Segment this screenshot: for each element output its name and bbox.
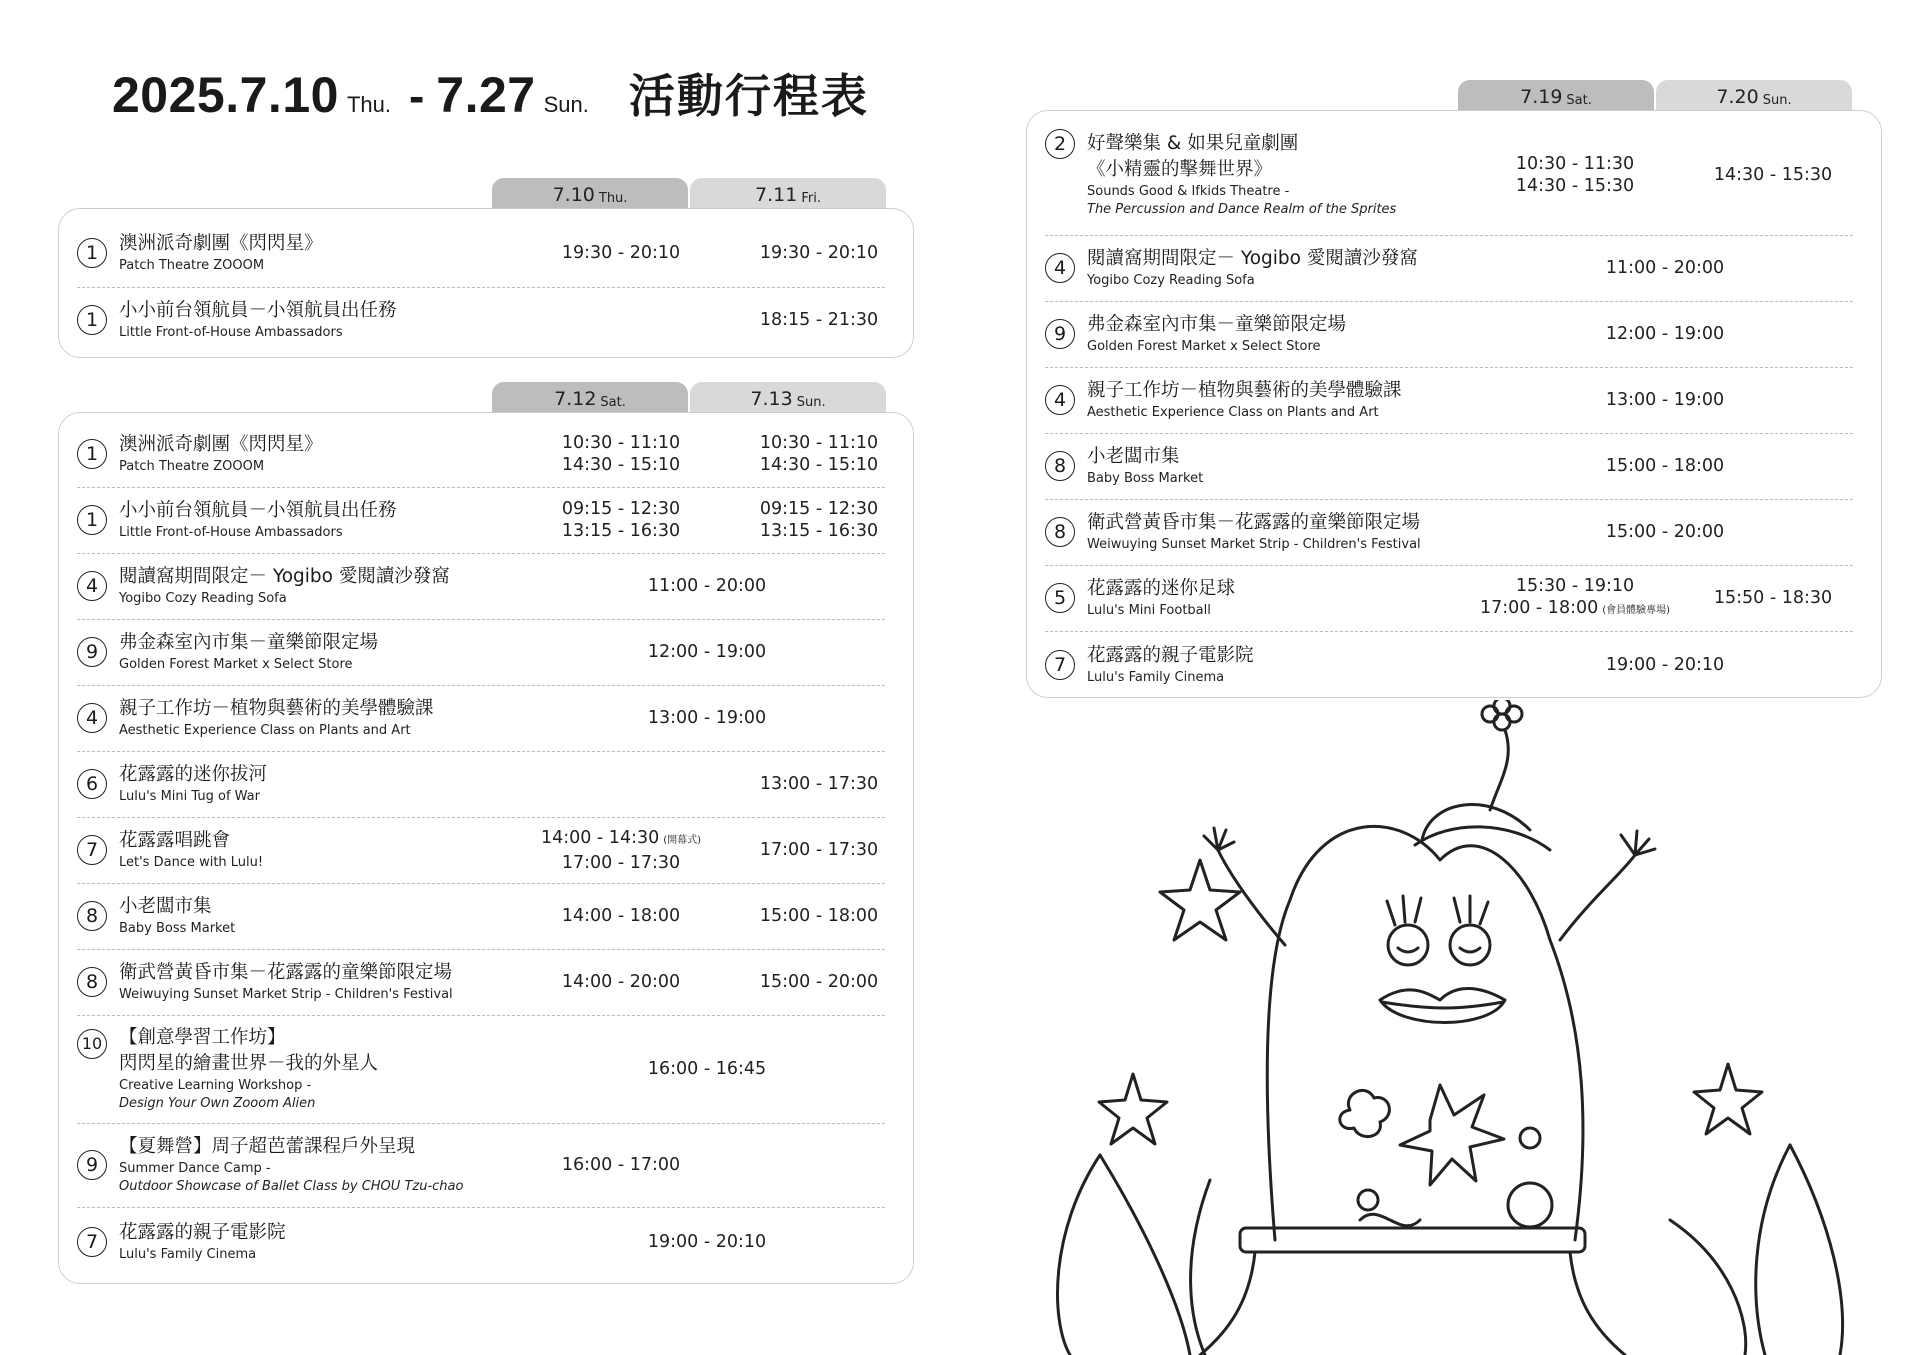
day-tab: 7.13 Sun.	[690, 382, 886, 412]
time-text: 16:00 - 17:00	[561, 1155, 681, 1175]
schedule-row	[1045, 631, 1853, 699]
title-date-start: 2025.7.10	[112, 67, 339, 123]
time-line	[648, 641, 766, 663]
time-line	[1606, 654, 1724, 676]
schedule-row	[1045, 565, 1853, 632]
time-text: 17:00 - 18:00	[1479, 597, 1599, 618]
time-text: 18:15 - 21:30	[759, 310, 879, 330]
event-name-en: Yogibo Cozy Reading Sofa	[1087, 273, 1255, 288]
time-cell	[699, 817, 939, 883]
event-number-badge: 8	[77, 967, 107, 997]
event-name-en: Baby Boss Market	[119, 921, 236, 936]
time-text: 09:15 - 12:30	[759, 499, 879, 519]
time-text: 12:00 - 19:00	[647, 642, 767, 662]
time-line	[562, 432, 680, 454]
time-cell	[699, 883, 939, 949]
time-line	[562, 971, 680, 993]
schedule-row	[77, 219, 885, 288]
day-tab: 7.10 Thu.	[492, 178, 688, 208]
time-text: 12:00 - 19:00	[1605, 324, 1725, 344]
event-name-en: Aesthetic Experience Class on Plants and Art	[1087, 405, 1379, 420]
time-line	[1714, 164, 1832, 186]
time-text: 15:30 - 19:10	[1515, 575, 1635, 596]
event-names	[119, 817, 263, 883]
event-name-en: Summer Dance Camp -	[119, 1161, 271, 1176]
time-line	[541, 827, 701, 852]
time-cell	[501, 1123, 741, 1207]
event-number-badge: 7	[77, 835, 107, 865]
event-name-en-line2: The Percussion and Dance Realm of the Sprites	[1087, 202, 1397, 217]
event-name-zh: 小老闆市集	[1087, 446, 1180, 467]
event-name-zh: 小老闆市集	[119, 896, 212, 917]
event-name-zh-line2: 閃閃星的繪畫世界－我的外星人	[119, 1053, 379, 1074]
schedule-panel-0712	[58, 412, 914, 1284]
event-name-en: Weiwuying Sunset Market Strip - Children's Festival	[1087, 537, 1421, 552]
time-text: 15:00 - 20:00	[1605, 522, 1725, 542]
time-text: 13:15 - 16:30	[561, 521, 681, 541]
time-text: 13:00 - 19:00	[647, 708, 767, 728]
event-number-badge: 4	[1045, 253, 1075, 283]
time-line	[760, 432, 878, 454]
time-line	[1606, 323, 1724, 345]
event-names	[119, 553, 450, 619]
time-line	[648, 1058, 766, 1080]
time-line	[760, 839, 878, 861]
event-name-en-line2: Outdoor Showcase of Ballet Class by CHOU Tzu-chao	[119, 1179, 464, 1194]
time-text: 15:00 - 20:00	[759, 972, 879, 992]
time-text: 14:30 - 15:30	[1713, 165, 1833, 185]
schedule-row	[1045, 301, 1853, 368]
time-line	[1606, 257, 1724, 279]
title-date-end: 7.27	[436, 67, 536, 123]
event-names	[1087, 367, 1402, 433]
event-names	[1087, 235, 1418, 301]
event-names	[1087, 115, 1396, 235]
schedule-row	[77, 817, 885, 884]
time-line	[760, 498, 878, 520]
event-name-zh: 閱讀窩期間限定－ Yogibo 愛閱讀沙發窩	[119, 566, 450, 587]
event-name-en: Lulu's Mini Tug of War	[119, 789, 260, 804]
event-name-en: Aesthetic Experience Class on Plants and Art	[119, 723, 411, 738]
event-name-zh: 弗金森室內市集－童樂節限定場	[119, 632, 379, 653]
event-names	[119, 1123, 463, 1207]
time-cell	[587, 619, 827, 685]
event-names	[1087, 433, 1203, 499]
event-name-en: Little Front-of-House Ambassadors	[119, 525, 343, 540]
event-name-en: Lulu's Family Cinema	[119, 1247, 257, 1262]
time-cell	[587, 1207, 827, 1277]
day-tabs	[492, 382, 886, 412]
schedule-panel-0719	[1026, 110, 1882, 698]
time-cell	[587, 1015, 827, 1123]
schedule-row	[1045, 115, 1853, 236]
event-names	[119, 1207, 286, 1277]
event-names	[119, 949, 453, 1015]
event-name-en: Patch Theatre ZOOOM	[119, 459, 265, 474]
event-names	[119, 685, 434, 751]
schedule-row	[77, 949, 885, 1016]
time-cell	[1545, 301, 1785, 367]
schedule-row	[1045, 499, 1853, 566]
time-line	[562, 454, 680, 476]
time-line	[562, 520, 680, 542]
time-text: 14:00 - 18:00	[561, 906, 681, 926]
time-cell	[1545, 433, 1785, 499]
time-cell	[699, 751, 939, 817]
title-dash: -	[408, 70, 425, 122]
event-name-en: Let's Dance with Lulu!	[119, 855, 264, 870]
event-names	[119, 287, 397, 353]
event-name-en: Patch Theatre ZOOOM	[119, 258, 265, 273]
time-line	[648, 575, 766, 597]
time-line	[760, 971, 878, 993]
event-number-badge: 10	[77, 1029, 107, 1059]
day-tab: 7.20 Sun.	[1656, 80, 1852, 110]
time-text: 10:30 - 11:10	[759, 433, 879, 453]
event-name-en: Baby Boss Market	[1087, 471, 1204, 486]
event-name-zh: 【創意學習工作坊】	[119, 1027, 286, 1048]
schedule-panel-0710	[58, 208, 914, 358]
time-line	[760, 309, 878, 331]
time-cell	[699, 487, 939, 553]
event-names	[1087, 301, 1346, 367]
schedule-row	[77, 1015, 885, 1124]
event-name-zh: 花露露的迷你足球	[1087, 578, 1236, 599]
event-number-badge: 4	[1045, 385, 1075, 415]
event-number-badge: 7	[1045, 650, 1075, 680]
schedule-row	[77, 883, 885, 950]
event-name-en-line2: Design Your Own Zooom Alien	[119, 1096, 316, 1111]
event-name-zh: 小小前台領航員－小領航員出任務	[119, 300, 397, 321]
time-text: 19:30 - 20:10	[561, 243, 681, 263]
time-text: 14:30 - 15:10	[759, 455, 879, 475]
time-text: 13:00 - 17:30	[759, 774, 879, 794]
event-names	[119, 421, 323, 487]
event-name-zh: 花露露唱跳會	[119, 830, 231, 851]
time-cell	[1545, 499, 1785, 565]
event-number-badge: 5	[1045, 583, 1075, 613]
time-cell	[1545, 235, 1785, 301]
time-cell	[1653, 115, 1893, 235]
event-number-badge: 4	[77, 703, 107, 733]
time-line	[562, 905, 680, 927]
event-name-zh: 花露露的親子電影院	[119, 1222, 286, 1243]
time-note: (會員體驗專場)	[1602, 604, 1671, 616]
schedule-row	[77, 421, 885, 488]
time-text: 11:00 - 20:00	[647, 576, 767, 596]
day-tab: 7.11 Fri.	[690, 178, 886, 208]
event-name-en: Golden Forest Market x Select Store	[1087, 339, 1321, 354]
time-cell	[1545, 367, 1785, 433]
event-names	[119, 219, 323, 287]
time-cell	[587, 685, 827, 751]
time-line	[1516, 153, 1634, 175]
event-name-zh: 弗金森室內市集－童樂節限定場	[1087, 314, 1347, 335]
time-text: 13:15 - 16:30	[759, 521, 879, 541]
schedule-row	[77, 1207, 885, 1277]
event-names	[119, 883, 235, 949]
event-names	[119, 619, 378, 685]
event-names	[119, 487, 397, 553]
time-line	[1516, 575, 1634, 597]
time-text: 14:30 - 15:10	[561, 455, 681, 475]
event-name-en: Creative Learning Workshop -	[119, 1078, 312, 1093]
event-name-zh: 親子工作坊－植物與藝術的美學體驗課	[1087, 380, 1402, 401]
event-number-badge: 1	[77, 505, 107, 535]
event-names	[1087, 499, 1421, 565]
time-text: 09:15 - 12:30	[561, 499, 681, 519]
time-line	[760, 773, 878, 795]
time-text: 13:00 - 19:00	[1605, 390, 1725, 410]
page-title	[112, 66, 869, 124]
time-line	[562, 1154, 680, 1176]
time-text: 11:00 - 20:00	[1605, 258, 1725, 278]
event-number-badge: 6	[77, 769, 107, 799]
day-tabs	[1458, 80, 1852, 110]
day-tabs	[492, 178, 886, 208]
time-line	[760, 520, 878, 542]
time-text: 17:00 - 17:30	[759, 840, 879, 860]
event-name-zh: 花露露的親子電影院	[1087, 645, 1254, 666]
schedule-row	[77, 487, 885, 554]
time-cell	[699, 949, 939, 1015]
event-name-zh: 衛武營黃昏市集－花露露的童樂節限定場	[1087, 512, 1421, 533]
event-number-badge: 4	[77, 571, 107, 601]
event-name-zh: 親子工作坊－植物與藝術的美學體驗課	[119, 698, 434, 719]
event-number-badge: 1	[77, 238, 107, 268]
event-number-badge: 8	[1045, 451, 1075, 481]
schedule-row	[77, 619, 885, 686]
time-line	[760, 905, 878, 927]
schedule-row	[77, 553, 885, 620]
schedule-row	[77, 685, 885, 752]
event-name-zh: 澳洲派奇劇團《閃閃星》	[119, 233, 323, 254]
event-names	[119, 1015, 378, 1123]
event-name-en: Little Front-of-House Ambassadors	[119, 325, 343, 340]
time-line	[562, 242, 680, 264]
schedule-row	[1045, 235, 1853, 302]
event-name-en: Weiwuying Sunset Market Strip - Children's Festival	[119, 987, 453, 1002]
event-name-en: Lulu's Family Cinema	[1087, 670, 1225, 685]
event-number-badge: 9	[77, 1150, 107, 1180]
time-line	[760, 454, 878, 476]
event-name-zh: 【夏舞營】周子超芭蕾課程戶外呈現	[119, 1136, 416, 1157]
event-number-badge: 7	[77, 1227, 107, 1257]
schedule-row	[77, 287, 885, 353]
time-text: 15:00 - 18:00	[1605, 456, 1725, 476]
day-tab: 7.12 Sat.	[492, 382, 688, 412]
event-number-badge: 8	[77, 901, 107, 931]
time-cell	[699, 421, 939, 487]
schedule-row	[1045, 367, 1853, 434]
time-text: 15:00 - 18:00	[759, 906, 879, 926]
time-cell	[1653, 565, 1893, 631]
time-cell	[587, 553, 827, 619]
time-text: 14:00 - 14:30	[540, 827, 660, 848]
event-name-zh: 閱讀窩期間限定－ Yogibo 愛閱讀沙發窩	[1087, 248, 1418, 269]
event-name-zh: 澳洲派奇劇團《閃閃星》	[119, 434, 323, 455]
time-cell	[1545, 631, 1785, 699]
time-text: 19:00 - 20:10	[647, 1232, 767, 1252]
event-number-badge: 8	[1045, 517, 1075, 547]
time-line	[648, 707, 766, 729]
time-text: 14:00 - 20:00	[561, 972, 681, 992]
time-text: 17:00 - 17:30	[561, 852, 681, 873]
event-number-badge: 9	[1045, 319, 1075, 349]
title-schedule: 活動行程表	[628, 70, 869, 122]
time-line	[1714, 587, 1832, 609]
time-line	[1480, 597, 1670, 622]
event-names	[1087, 565, 1235, 631]
event-number-badge: 1	[77, 439, 107, 469]
schedule-row	[1045, 433, 1853, 500]
time-line	[562, 498, 680, 520]
event-name-zh: 衛武營黃昏市集－花露露的童樂節限定場	[119, 962, 453, 983]
time-text: 19:00 - 20:10	[1605, 655, 1725, 675]
event-name-zh: 花露露的迷你拔河	[119, 764, 268, 785]
time-text: 15:50 - 18:30	[1713, 588, 1833, 608]
time-note: (開幕式)	[663, 834, 702, 846]
event-name-zh: 好聲樂集 & 如果兒童劇團	[1087, 133, 1299, 154]
time-line	[562, 852, 680, 874]
time-line	[1606, 521, 1724, 543]
event-name-zh-line2: 《小精靈的擊舞世界》	[1087, 159, 1273, 180]
time-text: 10:30 - 11:10	[561, 433, 681, 453]
time-cell	[699, 287, 939, 353]
event-name-en: Lulu's Mini Football	[1087, 603, 1211, 618]
title-day-end: Sun.	[543, 92, 589, 117]
time-line	[648, 1231, 766, 1253]
event-number-badge: 9	[77, 637, 107, 667]
time-line	[1606, 389, 1724, 411]
event-name-en: Sounds Good & Ifkids Theatre -	[1087, 184, 1290, 199]
time-line	[760, 242, 878, 264]
time-line	[1516, 175, 1634, 197]
lulu-mascot-illustration	[1030, 700, 1920, 1355]
time-text: 16:00 - 16:45	[647, 1059, 767, 1079]
time-cell	[699, 219, 939, 287]
schedule-row	[77, 1123, 885, 1208]
schedule-row	[77, 751, 885, 818]
time-text: 14:30 - 15:30	[1515, 176, 1635, 196]
event-names	[119, 751, 267, 817]
event-name-en: Golden Forest Market x Select Store	[119, 657, 353, 672]
event-number-badge: 1	[77, 305, 107, 335]
title-day-start: Thu.	[346, 92, 391, 117]
event-number-badge: 2	[1045, 129, 1075, 159]
event-name-en: Yogibo Cozy Reading Sofa	[119, 591, 287, 606]
event-name-zh: 小小前台領航員－小領航員出任務	[119, 500, 397, 521]
time-text: 19:30 - 20:10	[759, 243, 879, 263]
time-line	[1606, 455, 1724, 477]
time-text: 10:30 - 11:30	[1515, 154, 1635, 174]
event-names	[1087, 631, 1254, 699]
day-tab: 7.19 Sat.	[1458, 80, 1654, 110]
